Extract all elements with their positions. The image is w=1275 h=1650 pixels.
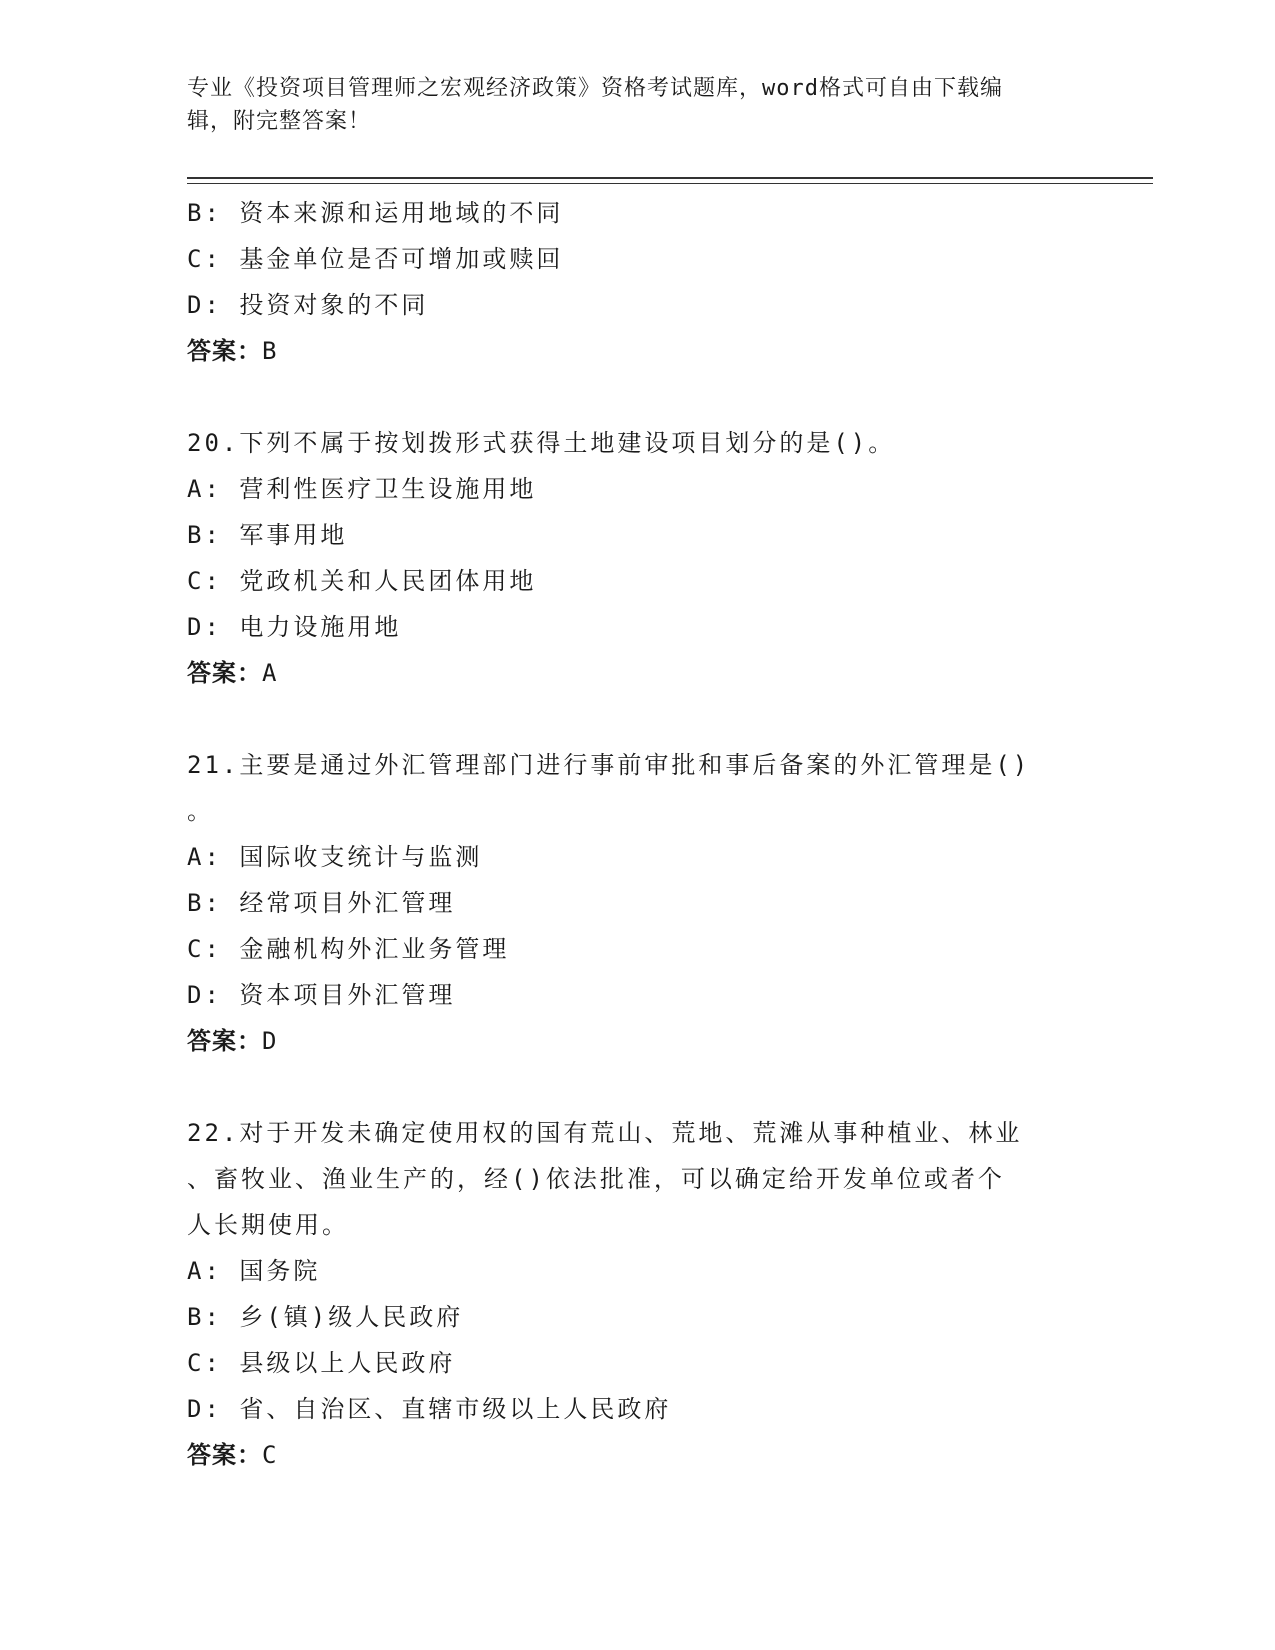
answer-value: B	[262, 337, 277, 365]
option-d: D: 电力设施用地	[187, 613, 402, 641]
header-rule-thick	[187, 177, 1153, 179]
header-line-2: 辑，附完整答案！	[187, 109, 372, 134]
option-a: A: 营利性医疗卫生设施用地	[187, 475, 537, 503]
option-c: C: 金融机构外汇业务管理	[187, 935, 510, 963]
document-header	[187, 72, 1087, 138]
question-list	[187, 190, 1087, 1478]
option-d: D: 省、自治区、直辖市级以上人民政府	[187, 1395, 672, 1423]
question-stem-line-2: 。	[187, 797, 214, 825]
option-a: A: 国务院	[187, 1257, 321, 1285]
question-stem-line-2: 、畜牧业、渔业生产的，经()依法批准，可以确定给开发单位或者个	[187, 1165, 1005, 1193]
question-stem-line-1: 22.对于开发未确定使用权的国有荒山、荒地、荒滩从事种植业、林业	[187, 1119, 1023, 1147]
question-stem-line-1: 21.主要是通过外汇管理部门进行事前审批和事后备案的外汇管理是()	[187, 751, 1031, 779]
answer-label: 答案：	[187, 659, 262, 687]
option-b: B: 经常项目外汇管理	[187, 889, 456, 917]
option-a: A: 国际收支统计与监测	[187, 843, 483, 871]
header-line-1: 专业《投资项目管理师之宏观经济政策》资格考试题库，word格式可自由下载编	[187, 76, 1003, 101]
answer-row	[187, 650, 1087, 696]
answer-value: C	[262, 1441, 277, 1469]
question-stem-line-3: 人长期使用。	[187, 1211, 349, 1239]
question-22	[187, 1110, 1087, 1478]
option-c: C: 党政机关和人民团体用地	[187, 567, 537, 595]
answer-row	[187, 328, 1087, 374]
answer-row	[187, 1018, 1087, 1064]
question-21	[187, 742, 1087, 1064]
answer-value: D	[262, 1027, 277, 1055]
answer-row	[187, 1432, 1087, 1478]
option-d: D: 投资对象的不同	[187, 291, 429, 319]
option-c: C: 基金单位是否可增加或赎回	[187, 245, 564, 273]
answer-label: 答案：	[187, 337, 262, 365]
answer-value: A	[262, 659, 277, 687]
answer-label: 答案：	[187, 1441, 262, 1469]
option-c: C: 县级以上人民政府	[187, 1349, 456, 1377]
question-stem: 20.下列不属于按划拨形式获得土地建设项目划分的是()。	[187, 429, 896, 457]
option-b: B: 资本来源和运用地域的不同	[187, 199, 564, 227]
header-rule-thin	[187, 183, 1153, 184]
answer-label: 答案：	[187, 1027, 262, 1055]
option-b: B: 乡(镇)级人民政府	[187, 1303, 464, 1331]
question-20	[187, 420, 1087, 696]
option-d: D: 资本项目外汇管理	[187, 981, 456, 1009]
option-b: B: 军事用地	[187, 521, 348, 549]
question-19-tail	[187, 190, 1087, 374]
